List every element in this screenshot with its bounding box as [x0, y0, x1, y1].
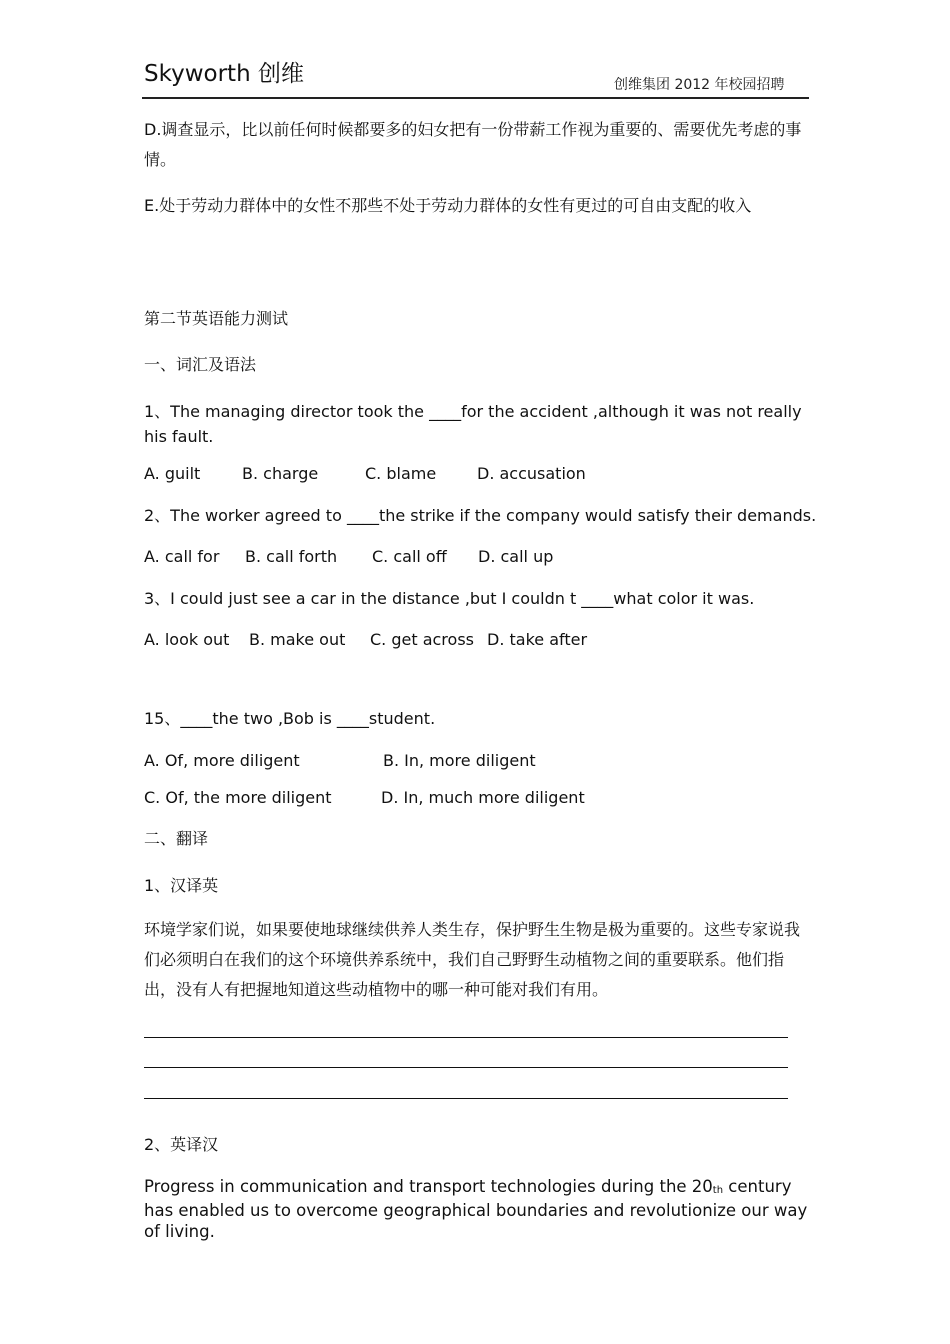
- question-3-option-b: B. make out: [249, 630, 346, 649]
- question-2-option-d: D. call up: [478, 547, 554, 566]
- header-right-text: 创维集团 2012 年校园招聘: [614, 77, 785, 93]
- e2c-passage-part2: century has enabled us to overcome geographical boundaries and revolutionize our way of living.: [144, 1177, 808, 1241]
- answer-line: [144, 1037, 788, 1038]
- question-15-option-d: D. In, much more diligent: [381, 788, 585, 807]
- answer-line: [144, 1067, 788, 1068]
- section-title: 第二节英语能力测试: [144, 309, 289, 328]
- question-2-option-c: C. call off: [372, 547, 447, 566]
- question-1-option-d: D. accusation: [477, 464, 586, 483]
- question-1-stem-line2: his fault.: [144, 427, 214, 446]
- question-15-option-c: C. Of, the more diligent: [144, 788, 332, 807]
- question-3-stem: 3、I could just see a car in the distance ,but I couldn t ____what color it was.: [144, 589, 755, 608]
- answer-line: [144, 1098, 788, 1099]
- brand-title: Skyworth 创维: [144, 61, 304, 87]
- e2c-passage: [144, 1176, 814, 1242]
- question-1-option-b: B. charge: [242, 464, 319, 483]
- question-1-stem-line1: 1、The managing director took the ____for the accident ,although it was not really: [144, 402, 802, 421]
- question-15-option-b: B. In, more diligent: [383, 751, 536, 770]
- e2c-passage-part1: Progress in communication and transport technologies during the 20: [144, 1177, 713, 1196]
- question-1-option-c: C. blame: [365, 464, 437, 483]
- e2c-title: 2、英译汉: [144, 1135, 219, 1154]
- translation-title: 二、翻译: [144, 829, 209, 848]
- question-15-option-a: A. Of, more diligent: [144, 751, 300, 770]
- question-2-option-a: A. call for: [144, 547, 220, 566]
- question-3-option-a: A. look out: [144, 630, 230, 649]
- question-2-option-b: B. call forth: [245, 547, 338, 566]
- question-1-option-a: A. guilt: [144, 464, 201, 483]
- question-2-stem: 2、The worker agreed to ____the strike if the company would satisfy their demands.: [144, 506, 817, 525]
- question-3-option-c: C. get across: [370, 630, 474, 649]
- question-15-stem: 15、____the two ,Bob is ____student.: [144, 709, 436, 728]
- header-rule: [142, 97, 809, 99]
- question-3-option-d: D. take after: [487, 630, 588, 649]
- part1-title: 一、词汇及语法: [144, 355, 257, 374]
- e2c-superscript: th: [712, 1185, 724, 1196]
- option-d-text: D.调查显示，比以前任何时候都要多的妇女把有一份带薪工作视为重要的、需要优先考虑的事情。: [144, 120, 802, 169]
- c2e-passage: 环境学家们说，如果要使地球继续供养人类生存，保护野生生物是极为重要的。这些专家说我们必须明白在我们的这个环境供养系统中，我们自己野野生动植物之间的重要联系。他们指出，没有人有把握地知道这些动植物中的哪一种可能对我们有用。: [144, 920, 801, 999]
- c2e-title: 1、汉译英: [144, 876, 219, 895]
- option-e-text: E.处于劳动力群体中的女性不那些不处于劳动力群体的女性有更过的可自由支配的收入: [144, 196, 752, 215]
